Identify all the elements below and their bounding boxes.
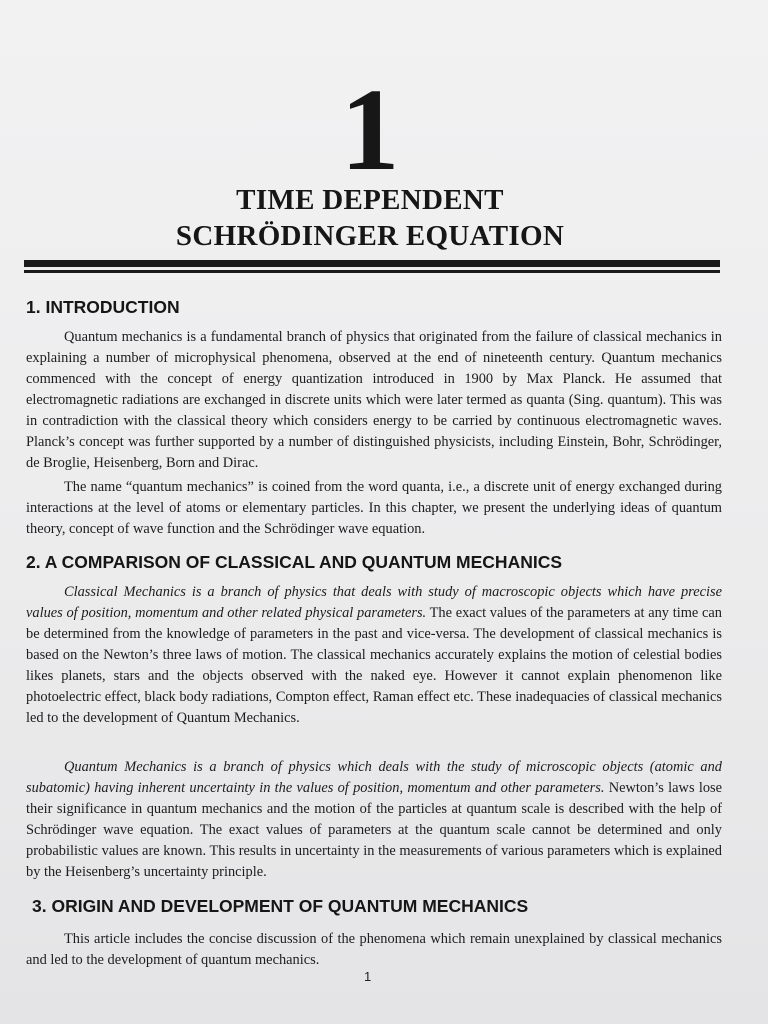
intro-paragraph-2: [26, 477, 722, 540]
page-number: 1: [364, 969, 372, 984]
comparison-paragraph-1-text: The exact values of the parameters at any time can be determined from the knowledge of parameters in the past and vice-versa. The development of classical mechanics is based on the Newton’s three laws of motion. The classical mechanics accurately explains the motion of celestial bodies likes planets, stars and the objects observed with the naked eye. However it cannot explain phenomenon like photoelectric effect, black body radiations, Compton effect, Raman effect etc. These inadequacies of classical mechanics led to the development of Quantum Mechanics.: [26, 605, 722, 726]
comparison-paragraph-1-definition: Classical Mechanics is a branch of physics that deals with study of macroscopic objects which have precise values of position, momentum and other related physical parameters.: [26, 584, 722, 621]
section-heading-origin: 3. ORIGIN AND DEVELOPMENT OF QUANTUM MECHANICS: [32, 896, 529, 916]
chapter-title-line-2: SCHRÖDINGER EQUATION: [175, 220, 565, 252]
intro-paragraph-1-text: Quantum mechanics is a fundamental branch of physics that originated from the failure of classical mechanics in explaining a number of microphysical phenomena, observed at the end of nineteenth century. Quantum mechanics commenced with the concept of energy quantization introduced in 1900 by Max Planck. He assumed that electromagnetic radiations are exchanged in discrete units which were later termed as quanta (Sing. quantum). This was in contradiction with the classical theory which considers energy to be carried by continuous electromagnetic waves. Planck’s concept was further supported by a number of distinguished physicists, including Einstein, Bohr, Schrödinger, de Broglie, Heisenberg, Born and Dirac.: [26, 329, 722, 471]
title-rule-thin: [24, 270, 720, 273]
comparison-paragraph-2: [26, 757, 722, 883]
chapter-title-line-1: TIME DEPENDENT: [236, 184, 504, 216]
intro-paragraph-1: [26, 313, 722, 474]
origin-paragraph-1: [26, 929, 722, 971]
comparison-paragraph-2-text: Newton’s laws lose their significance in quantum mechanics and the motion of the particles at quantum scale is described with the help of Schrödinger wave equation. The exact values of parameters at the quantum scale cannot be determined and only probabilistic values are known. This results in uncertainty in the measurements of various parameters which is explained by the Heisenberg’s uncertainty principle.: [26, 780, 723, 880]
comparison-paragraph-1: [26, 582, 722, 729]
section-heading-comparison: 2. A COMPARISON OF CLASSICAL AND QUANTUM MECHANICS: [26, 552, 563, 572]
chapter-number: 1: [340, 64, 400, 195]
section-heading-introduction: 1. INTRODUCTION: [26, 297, 180, 317]
origin-paragraph-1-text: This article includes the concise discussion of the phenomena which remain unexplained by classical mechanics and led to the development of quantum mechanics.: [26, 931, 722, 968]
intro-paragraph-2-text: The name “quantum mechanics” is coined from the word quanta, i.e., a discrete unit of energy exchanged during interactions at the level of atoms or elementary particles. In this chapter, we present the underlying ideas of quantum theory, concept of wave function and the Schrödinger wave equation.: [26, 479, 722, 537]
title-rule-thick: [24, 260, 720, 267]
comparison-paragraph-2-definition: Quantum Mechanics is a branch of physics which deals with the study of microscopic objects (atomic and subatomic) having inherent uncertainty in the values of position, momentum and other parameters.: [26, 759, 722, 796]
